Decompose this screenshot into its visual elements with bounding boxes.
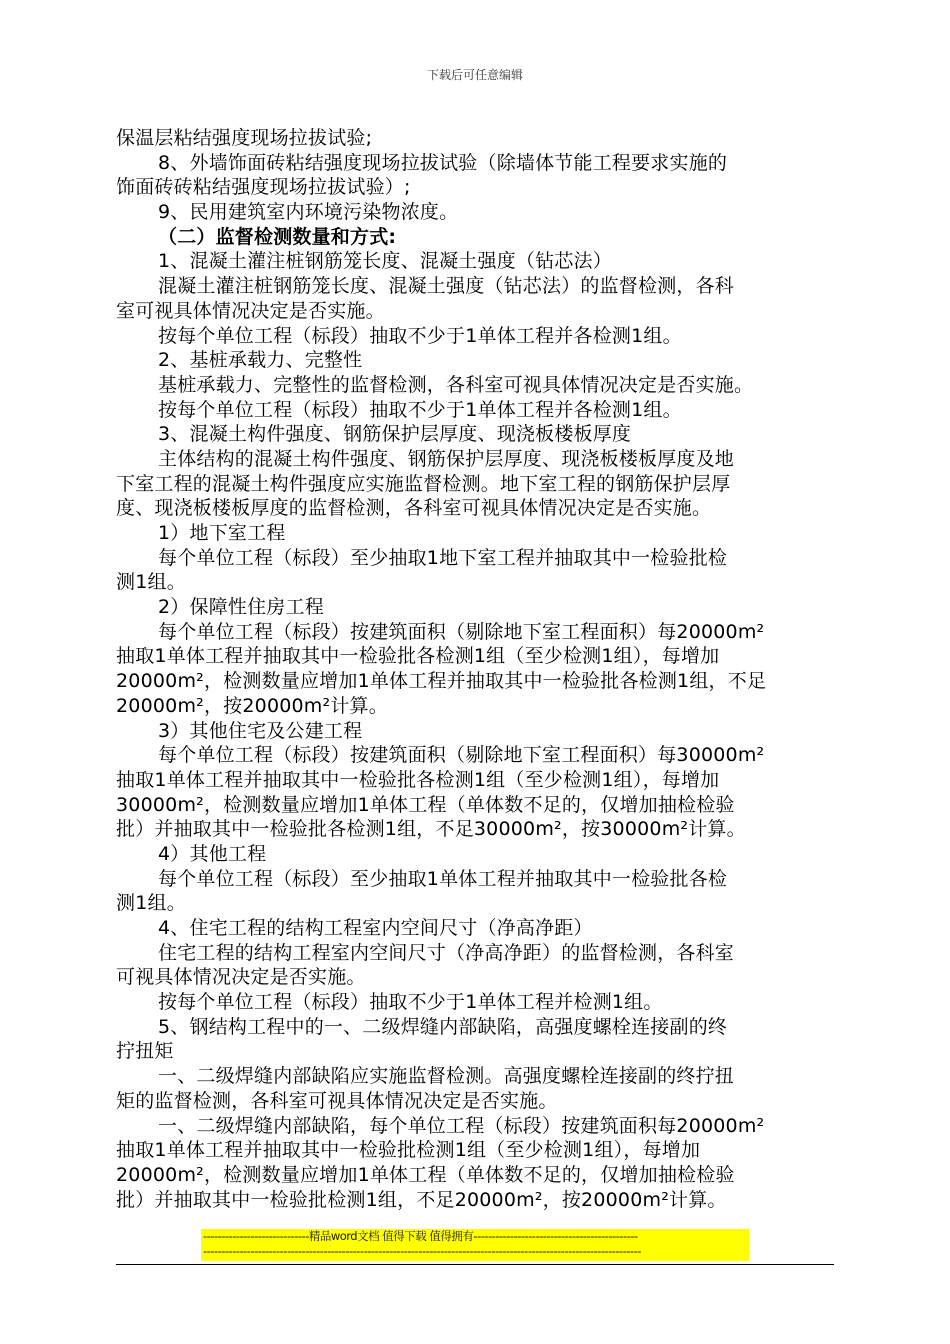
section-heading: （二）监督检测数量和方式: — [158, 225, 397, 248]
footer-banner-dashes: ------------------------------------------------------------------------------------------------------------------------ — [203, 1244, 641, 1258]
paragraph-line: 基桩承载力、完整性的监督检测，各科室可视具体情况决定是否实施。 — [158, 373, 754, 396]
paragraph-line: 每个单位工程（标段）至少抽取1单体工程并抽取其中一检验批各检 — [158, 867, 728, 890]
document-body — [116, 126, 834, 1212]
paragraph-line: 饰面砖砖粘结强度现场拉拔试验）; — [116, 176, 411, 199]
paragraph-line: 4、住宅工程的结构工程室内空间尺寸（净高净距） — [158, 917, 593, 939]
paragraph-line: 下室工程的混凝土构件强度应实施监督检测。地下室工程的钢筋保护层厚 — [116, 472, 731, 495]
paragraph-line: 5、钢结构工程中的一、二级焊缝内部缺陷，高强度螺栓连接副的终 — [158, 1015, 728, 1038]
paragraph-line: 一、二级焊缝内部缺陷，每个单位工程（标段）按建筑面积每20000m² — [158, 1114, 765, 1137]
footer-divider — [116, 1264, 834, 1265]
paragraph-line: 每个单位工程（标段）按建筑面积（剔除地下室工程面积）每20000m² — [158, 620, 765, 643]
paragraph-line: 主体结构的混凝土构件强度、钢筋保护层厚度、现浇板楼板厚度及地 — [158, 447, 735, 470]
paragraph-line: 4）其他工程 — [158, 842, 267, 865]
paragraph-line: 可视具体情况决定是否实施。 — [116, 966, 366, 989]
paragraph-line: 9、民用建筑室内环境污染物浓度。 — [158, 201, 459, 224]
paragraph-line: 度、现浇板楼板厚度的监督检测，各科室可视具体情况决定是否实施。 — [116, 497, 712, 520]
paragraph-line: 矩的监督检测，各科室可视具体情况决定是否实施。 — [116, 1089, 558, 1112]
paragraph-line: 批）并抽取其中一检验批各检测1组，不足30000m²，按30000m²计算。 — [116, 818, 746, 841]
paragraph-line: 拧扭矩 — [116, 1040, 174, 1063]
paragraph-line: 20000m²，检测数量应增加1单体工程并抽取其中一检验批各检测1组，不足 — [116, 670, 767, 693]
paragraph-line: 混凝土灌注桩钢筋笼长度、混凝土强度（钻芯法）的监督检测，各科 — [158, 275, 735, 298]
paragraph-line: 3、混凝土构件强度、钢筋保护层厚度、现浇板楼板厚度 — [158, 423, 632, 446]
paragraph-line: 20000m²，按20000m²计算。 — [116, 694, 388, 717]
paragraph-line: 30000m²，检测数量应增加1单体工程（单体数不足的，仅增加抽检检验 — [116, 793, 735, 816]
paragraph-line: 按每个单位工程（标段）抽取不少于1单体工程并各检测1组。 — [158, 324, 682, 347]
footer-banner-text: -----------------------------精品word文档 值得下载 值得拥有--------------------------------------------- — [203, 1229, 638, 1243]
paragraph-line: 1）地下室工程 — [158, 522, 286, 544]
paragraph-line: 按每个单位工程（标段）抽取不少于1单体工程并各检测1组。 — [158, 398, 682, 421]
paragraph-line: 批）并抽取其中一检验批检测1组，不足20000m²，按20000m²计算。 — [116, 1188, 727, 1211]
paragraph-line: 1、混凝土灌注桩钢筋笼长度、混凝土强度（钻芯法） — [158, 250, 612, 273]
paragraph-line: 抽取1单体工程并抽取其中一检验批各检测1组（至少检测1组），每增加 — [116, 768, 720, 791]
paragraph-line: 抽取1单体工程并抽取其中一检验批检测1组（至少检测1组），每增加 — [116, 1139, 701, 1162]
paragraph-line: 8、外墙饰面砖粘结强度现场拉拔试验（除墙体节能工程要求实施的 — [158, 151, 728, 174]
paragraph-line: 每个单位工程（标段）至少抽取1地下室工程并抽取其中一检验批检 — [158, 546, 728, 569]
paragraph-line: 2、基桩承载力、完整性 — [158, 349, 363, 372]
paragraph-line: 一、二级焊缝内部缺陷应实施监督检测。高强度螺栓连接副的终拧扭 — [158, 1065, 735, 1088]
paragraph-line: 20000m²，检测数量应增加1单体工程（单体数不足的，仅增加抽检检验 — [116, 1163, 735, 1186]
paragraph-line: 测1组。 — [116, 892, 186, 915]
paragraph-line: 测1组。 — [116, 571, 186, 594]
paragraph-line: 每个单位工程（标段）按建筑面积（剔除地下室工程面积）每30000m² — [158, 744, 765, 767]
paragraph-line: 按每个单位工程（标段）抽取不少于1单体工程并检测1组。 — [158, 991, 663, 1014]
paragraph-line: 室可视具体情况决定是否实施。 — [116, 299, 385, 322]
paragraph-line: 抽取1单体工程并抽取其中一检验批各检测1组（至少检测1组），每增加 — [116, 645, 720, 668]
paragraph-line: 住宅工程的结构工程室内空间尺寸（净高净距）的监督检测，各科室 — [158, 941, 735, 964]
page-header: 下载后可任意编辑 — [426, 68, 523, 82]
paragraph-line: 保温层粘结强度现场拉拔试验; — [116, 127, 373, 149]
paragraph-line: 2）保障性住房工程 — [158, 596, 324, 619]
footer-banner — [201, 1229, 749, 1261]
paragraph-line: 3）其他住宅及公建工程 — [158, 719, 363, 742]
